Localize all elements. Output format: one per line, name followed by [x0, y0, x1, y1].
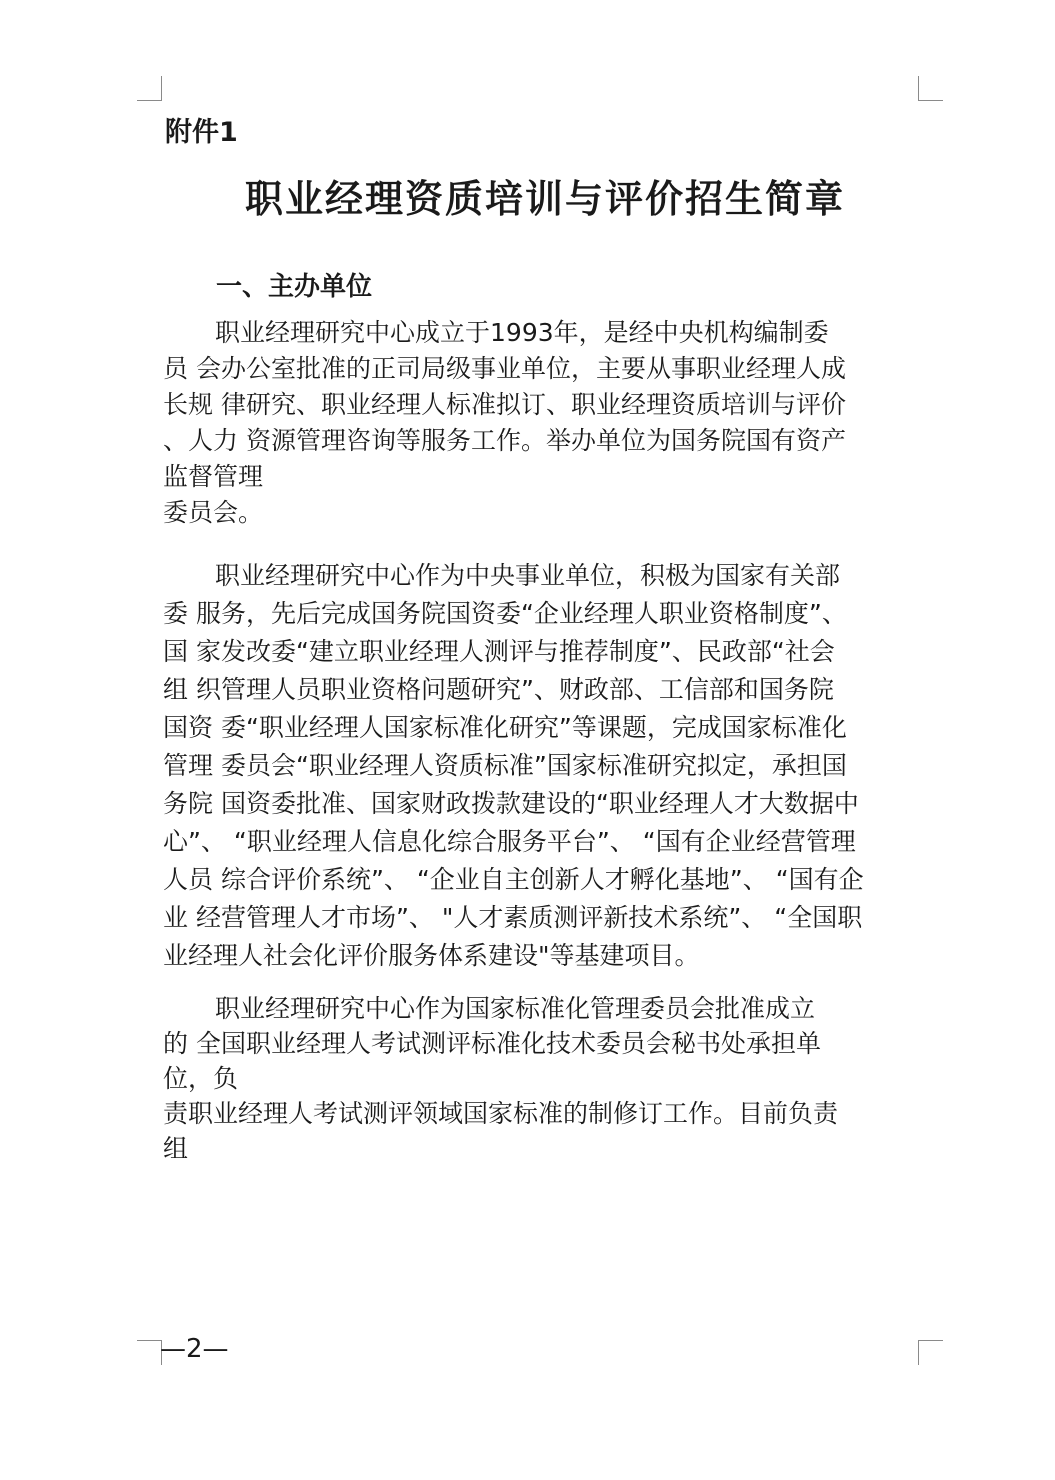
section-heading-organizer: 一、主办单位	[216, 272, 373, 302]
paragraph-line: 业经理人社会化评价服务体系建设"等基建项目。	[163, 941, 700, 970]
paragraph-line: 员 会办公室批准的正司局级事业单位，主要从事职业经理人成	[163, 354, 846, 383]
paragraph-line: 职业经理研究中心作为国家标准化管理委员会批准成立	[215, 994, 816, 1023]
crop-mark-top-right	[918, 76, 943, 101]
paragraph-line: 人员 综合评价系统”、 “企业自主创新人才孵化基地”、 “国有企	[163, 865, 864, 894]
paragraph-line: 务院 国资委批准、国家财政拨款建设的“职业经理人才大数据中	[163, 789, 859, 818]
crop-mark-bottom-right	[918, 1340, 943, 1365]
paragraph-line: 心”、 “职业经理人信息化综合服务平台”、 “国有企业经营管理	[163, 827, 856, 856]
paragraph-line: 的 全国职业经理人考试测评标准化技术委员会秘书处承担单	[163, 1029, 821, 1058]
paragraph-3	[163, 991, 923, 1166]
annex-label: 附件1	[165, 117, 238, 148]
paragraph-line: 、人力 资源管理咨询等服务工作。举办单位为国务院国有资产	[163, 426, 846, 455]
paragraph-line: 国资 委“职业经理人国家标准化研究”等课题，完成国家标准化	[163, 713, 847, 742]
paragraph-line: 长规 律研究、职业经理人标准拟订、职业经理资质培训与评价	[163, 390, 846, 419]
paragraph-line: 管理 委员会“职业经理人资质标准”国家标准研究拟定，承担国	[163, 751, 847, 780]
paragraph-line: 位，负	[163, 1064, 239, 1093]
page-number: —2—	[160, 1334, 229, 1364]
paragraph-line: 监督管理	[163, 462, 264, 491]
paragraph-line: 组	[163, 1134, 189, 1163]
paragraph-1	[163, 315, 923, 531]
paragraph-line: 国 家发改委“建立职业经理人测评与推荐制度”、民政部“社会	[163, 637, 835, 666]
paragraph-line: 组 织管理人员职业资格问题研究”、财政部、工信部和国务院	[163, 675, 834, 704]
crop-mark-top-left	[137, 76, 162, 101]
paragraph-line: 职业经理研究中心成立于1993年，是经中央机构编制委	[215, 318, 829, 347]
paragraph-line: 委员会。	[163, 498, 264, 527]
crop-mark-bottom-left	[137, 1340, 162, 1365]
paragraph-line: 责职业经理人考试测评领域国家标准的制修订工作。目前负责	[163, 1099, 839, 1128]
paragraph-line: 委 服务，先后完成国务院国资委“企业经理人职业资格制度”、	[163, 599, 847, 628]
paragraph-2	[163, 557, 923, 975]
document-title: 职业经理资质培训与评价招生简章	[244, 177, 845, 221]
paragraph-line: 业 经营管理人才市场”、 "人才素质测评新技术系统”、 “全国职	[163, 903, 863, 932]
paragraph-line: 职业经理研究中心作为中央事业单位，积极为国家有关部	[215, 561, 841, 590]
